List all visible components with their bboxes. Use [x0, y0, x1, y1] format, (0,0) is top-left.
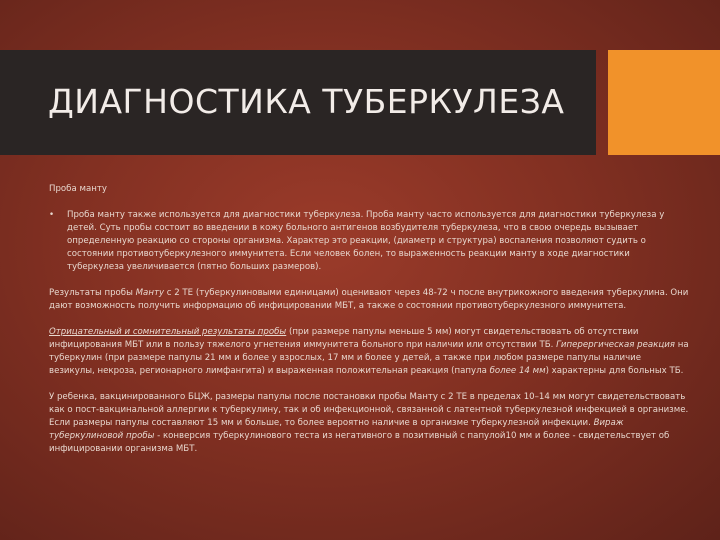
- p3-emphasis-negative: Отрицательный и сомнительный результаты пробы: [49, 327, 287, 337]
- paragraph-bcg: [49, 391, 689, 456]
- p3-text-b: (при размере папулы меньше 5 мм) могут свидетельствовать об отсутствии инфицирования МБТ или в пользу тяжелого угнетения иммунитета больного при наличии или отсутствии ТБ.: [49, 327, 639, 350]
- bullet-icon: •: [49, 210, 55, 220]
- p3-emphasis-hyperergic: Гиперергическая реакция: [556, 340, 675, 350]
- bullet-item: [49, 209, 689, 274]
- slide-title: ДИАГНОСТИКА ТУБЕРКУЛЕЗА: [48, 82, 565, 121]
- p4-text-c: - конверсия туберкулинового теста из негативного в позитивный с папулой10 мм и более - свидетельствует об инфицировании организма МБТ.: [49, 431, 670, 454]
- subheading: Проба манту: [49, 184, 107, 194]
- p4-text-a: У ребенка, вакцинированного БЦЖ, размеры папулы после постановки пробы Манту с 2 ТЕ в пределах 10–14 мм могут свидетельствовать как о пост-вакцинальной аллергии к туберкулину, так и об инфекционной, связанной с латентной туберкулезной инфекцией в организме. Если размеры папулы составляют 15 мм и больше, то более вероятно наличие в организме туберкулезной инфекции.: [49, 392, 689, 428]
- p3-text-d: на туберкулин (при размере папулы 21 мм и более у взрослых, 17 мм и более у детей, а также при любом размере папулы наличие везикулы, некроза, регионарного лимфангита) и выраженная положительная реакция (папула: [49, 340, 689, 376]
- p4-emphasis-conversion: Вираж туберкулиновой пробы: [49, 418, 624, 441]
- slide-content: [49, 183, 689, 469]
- p3-emphasis-14mm: более 14 мм: [489, 366, 546, 376]
- p2-text-a: Результаты пробы: [49, 288, 136, 298]
- paragraph-results: [49, 287, 689, 313]
- p3-text-f: ) характерны для больных ТБ.: [545, 366, 684, 376]
- bullet-text: Проба манту также используется для диагностики туберкулеза. Проба манту часто используется для диагностики туберкулеза у детей. Суть пробы состоит во введении в кожу больного антигенов возбудителя туберкулеза, что в свою очередь вызывает определенную реакцию со стороны организма. Характер это реакции, (диаметр и структура) воспаления позволяют судить о состоянии противотуберкулезного иммунитета. Если человек болен, то выраженность реакции манту в ходе диагностики туберкулеза увеличивается (пятно больших размеров).: [67, 210, 665, 272]
- accent-box: [608, 50, 720, 155]
- p2-emphasis-mantoux: Манту: [135, 288, 165, 298]
- p2-text-c: с 2 ТЕ (туберкулиновыми единицами) оценивают через 48-72 ч после внутрикожного введения туберкулина. Они дают возможность получить информацию об инфицировании МБТ, а также о состоянии противотуберкулезного иммунитета.: [49, 288, 689, 311]
- paragraph-interpretation: [49, 326, 689, 378]
